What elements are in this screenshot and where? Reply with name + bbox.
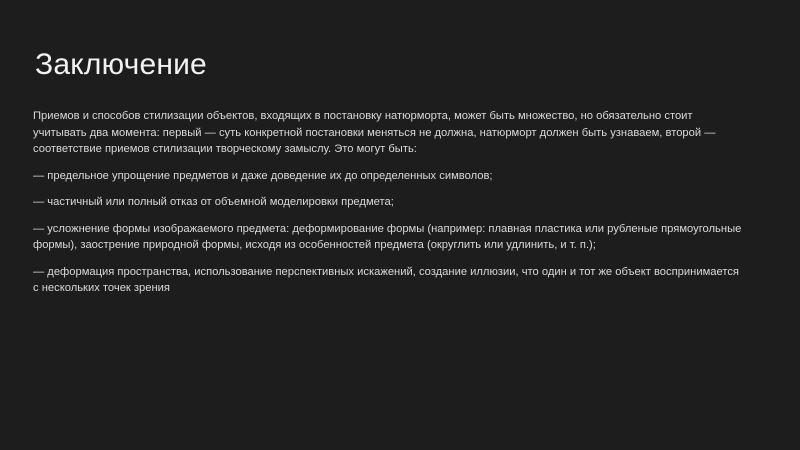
intro-paragraph: Приемов и способов стилизации объектов, входящих в постановку натюрморта, может быть множество, но обязательно стоит учитывать два момента: первый — суть конкретной постановки меняться не должна, натюрморт должен быть узнаваем, второй — соответствие приемов стилизации творческому замыслу. Это могут быть:: [33, 110, 716, 155]
list-item-simplification: — предельное упрощение предметов и даже доведение их до определенных символов;: [33, 169, 493, 182]
list-item-volume-rejection: — частичный или полный отказ от объемной моделировки предмета;: [33, 196, 394, 208]
slide-title: Заключение: [35, 48, 207, 81]
list-item-space-deformation: — деформация пространства, использование перспективных искажений, создание иллюзии, что один и тот же объект воспринимается с нескольких точек зрения: [33, 265, 739, 294]
list-item-form-complication: — усложнение формы изображаемого предмета: деформирование формы (например: плавная пластика или рубленые прямоугольные формы), заострение природной формы, исходя из особенностей предмета (округлить или удлинить, и т. п.);: [33, 222, 742, 251]
slide-body: [33, 108, 745, 297]
